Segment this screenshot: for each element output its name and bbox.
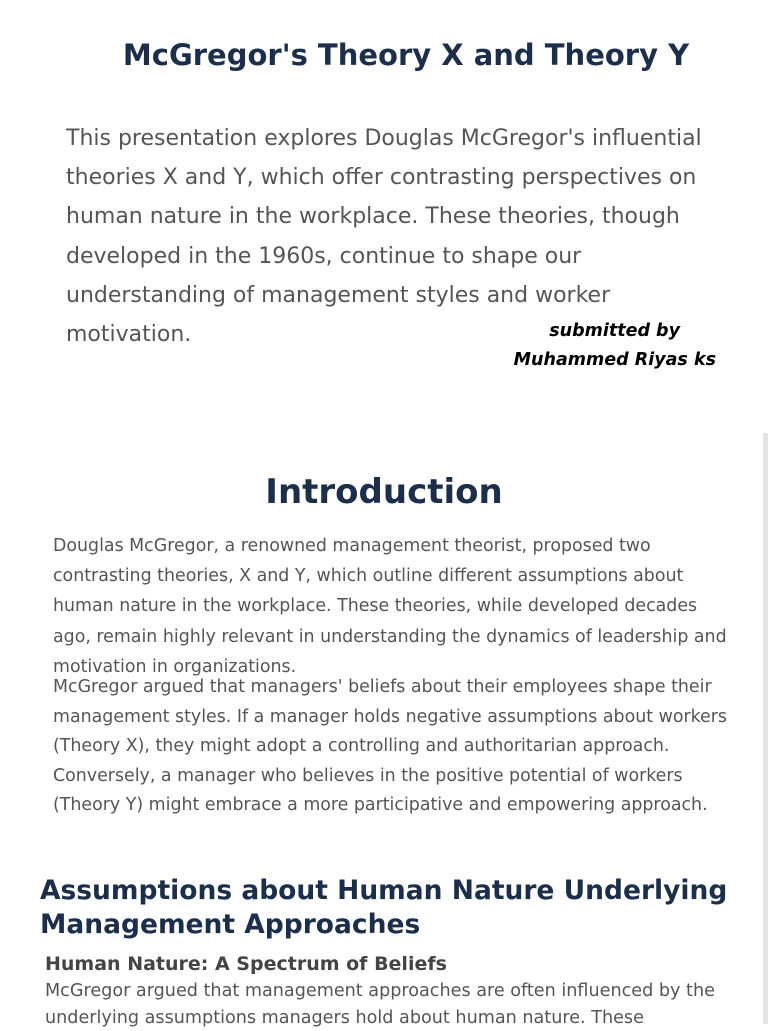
introduction-paragraph-2: McGregor argued that managers' beliefs about their employees shape their management styles. If a manager holds negative assumptions about workers (Theory X), they might adopt a controlling and authoritarian approach. Conversely, a manager who believes in the positive potential of workers (Theory Y) might embrace a more participative and empowering approach. xyxy=(53,677,727,816)
submitted-by-label: submitted by xyxy=(549,321,680,341)
introduction-paragraph-1: Douglas McGregor, a renowned management theorist, proposed two contrasting theories, X and Y, which outline different assumptions about human nature in the workplace. These theories, while developed decades ago, remain highly relevant in understanding the dynamics of leadership and motivation in organizations. xyxy=(53,536,727,677)
assumptions-paragraph: McGregor argued that management approaches are often influenced by the underlying assumptions managers hold about human nature. These xyxy=(45,981,715,1028)
scrollbar[interactable] xyxy=(763,433,768,1024)
assumptions-heading: Assumptions about Human Nature Underlying Management Approaches xyxy=(40,875,728,940)
introduction-heading: Introduction xyxy=(265,472,503,512)
author-name: Muhammed Riyas ks xyxy=(513,350,716,370)
submission-credit xyxy=(514,317,716,375)
document-title: McGregor's Theory X and Theory Y xyxy=(122,38,690,72)
intro-paragraph: This presentation explores Douglas McGregor's influential theories X and Y, which offer contrasting perspectives on human nature in the workplace. These theories, though developed in the 1960s, continue to shape our understanding of management styles and worker motivation. xyxy=(66,126,702,348)
spectrum-subheading: Human Nature: A Spectrum of Beliefs xyxy=(45,953,447,975)
